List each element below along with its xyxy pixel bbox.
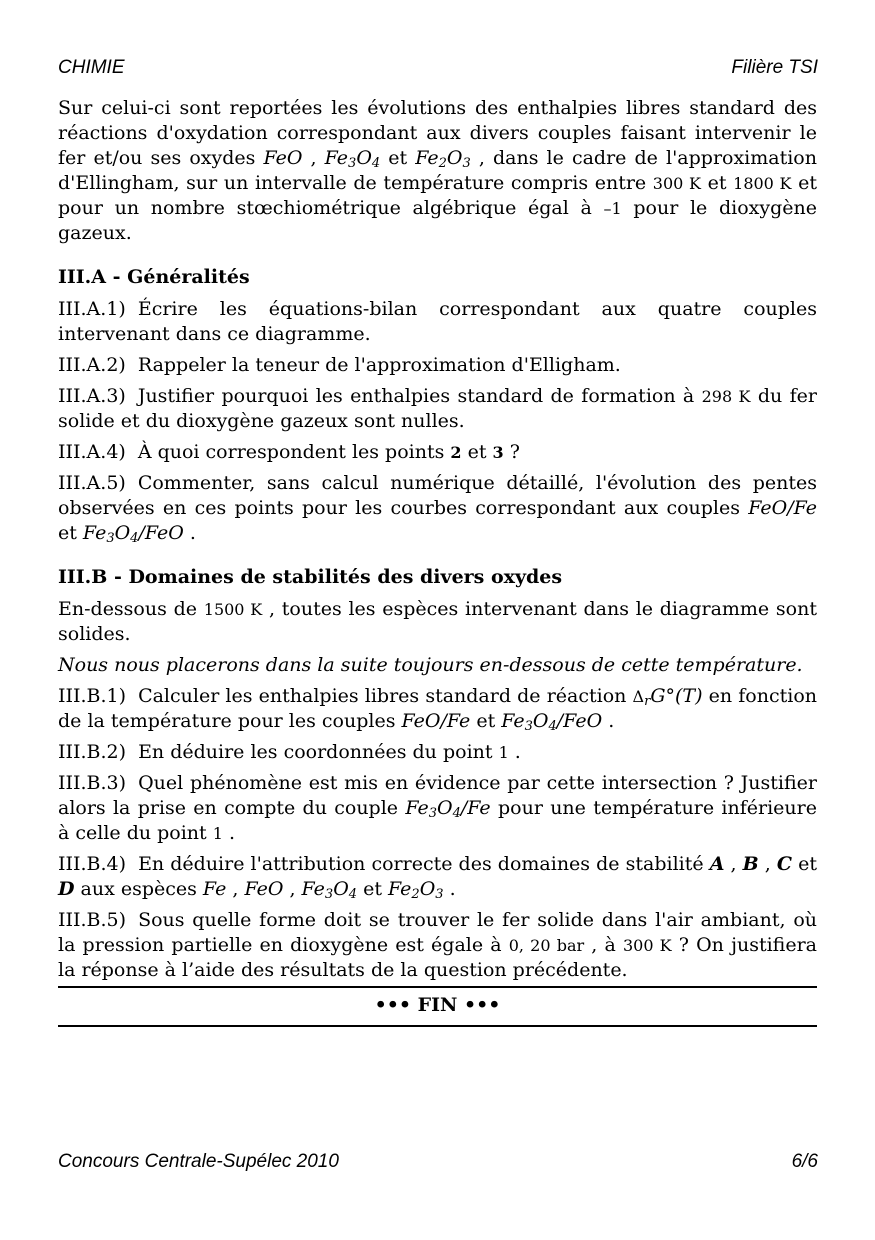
question-a5: III.A.5) Commenter, sans calcul numérique détaillé, l'évolution des pentes observées en ces points pour les courbes correspondant aux couples FeO/Fe et $Fe_3O_4$/FeO . <box>58 472 817 546</box>
header-track: Filière TSI <box>731 57 818 78</box>
footer-contest: Concours Centrale-Supélec 2010 <box>58 1151 339 1172</box>
section-b-title: III.B - Domaines de stabilités des divers oxydes <box>58 566 563 588</box>
footer-page-number: 6/6 <box>791 1151 818 1172</box>
intro-paragraph: Sur celui-ci sont reportées les évolutions des enthalpies libres standard des réactions d'oxydation correspondant aux divers couples faisant intervenir le fer et/ou ses oxydes FeO , $Fe_3O_4$ et $Fe_2O_3$ , dans le cadre de l'approximation d'Ellingham, sur un intervalle de température compris entre 300 K et 1800 K et pour un nombre stœchiométrique algébrique égal à –1 pour le dioxygène gazeux. <box>58 97 818 244</box>
question-b5: III.B.5) Sous quelle forme doit se trouver le fer solide dans l'air ambiant, où la pression partielle en dioxygène est égale à 0, 20 bar , à 300 K ? On justifiera la réponse à l’aide des résultats de la question précédente. <box>58 909 817 981</box>
fin-bottom-rule <box>58 1025 817 1027</box>
page-content <box>58 96 817 989</box>
question-b1: III.B.1) Calculer les enthalpies libres standard de réaction $\Delta_rG^\circ(T)$ en fonction de la température pour les couples FeO/Fe et $Fe_3O_4$/FeO . <box>58 685 818 734</box>
question-b3: III.B.3) Quel phénomène est mis en évidence par cette intersection ? Justifier alors la prise en compte du couple $Fe_3O_4/Fe$ pour une température inférieure à celle du point 1 . <box>58 772 817 844</box>
fin-top-rule <box>58 986 817 988</box>
question-a4: III.A.4) À quoi correspondent les points 2 et 3 ? <box>58 441 520 463</box>
paragraph-b-note: Nous nous placerons dans la suite toujours en-dessous de cette température. <box>58 654 803 676</box>
fin-marker: ••• FIN ••• <box>374 994 501 1016</box>
section-a-title: III.A - Généralités <box>58 266 250 288</box>
question-b2: III.B.2) En déduire les coordonnées du point 1 . <box>58 741 521 763</box>
question-a1: III.A.1) Écrire les équations-bilan correspondant aux quatre couples intervenant dans ce diagramme. <box>58 298 817 345</box>
question-a2: III.A.2) Rappeler la teneur de l'approximation d'Elligham. <box>58 354 621 376</box>
question-b4: III.B.4) En déduire l'attribution correcte des domaines de stabilité A , B , C et D aux espèces Fe , FeO , $Fe_3O_4$ et $Fe_2O_3$ . <box>58 853 817 902</box>
question-a3: III.A.3) Justifier pourquoi les enthalpies standard de formation à 298 K du fer solide et du dioxygène gazeux sont nulles. <box>58 385 817 432</box>
header-subject: CHIMIE <box>58 57 125 78</box>
paragraph-b-intro: En-dessous de 1500 K , toutes les espèces intervenant dans le diagramme sont solides. <box>58 598 817 645</box>
